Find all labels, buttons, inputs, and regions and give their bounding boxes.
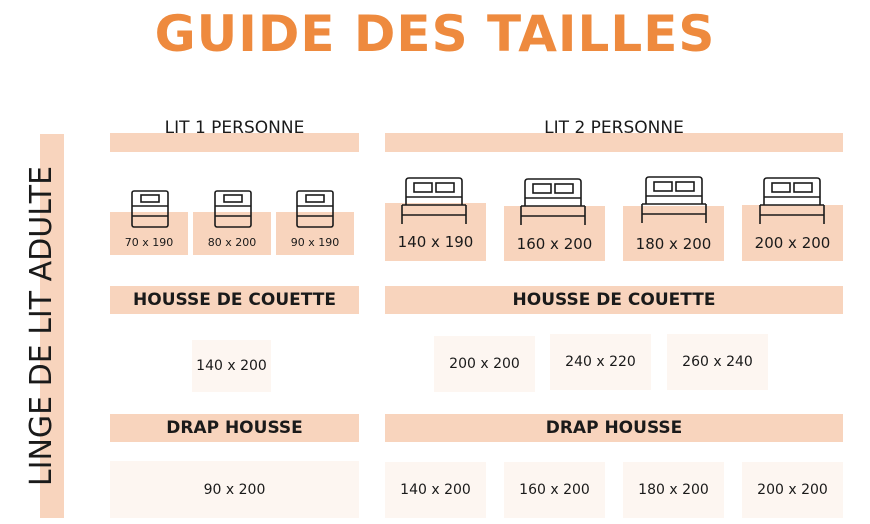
single-header: LIT 1 PERSONNE xyxy=(164,118,305,138)
single-duvet-size-1: 140 x 200 xyxy=(192,340,271,392)
single-bed-size-2: 80 x 200 xyxy=(207,236,257,249)
double-sheet-size-1: 140 x 200 xyxy=(385,462,486,518)
single-bed-size-3: 90 x 190 xyxy=(290,236,340,249)
double-bed-size-4: 200 x 200 xyxy=(754,234,831,252)
single-bed-icon xyxy=(211,188,255,230)
side-label: LINGE DE LIT ADULTE xyxy=(24,165,59,487)
page-title: GUIDE DES TAILLES xyxy=(154,5,716,63)
double-bed-icon xyxy=(400,175,468,227)
double-bed-size-1: 140 x 190 xyxy=(397,233,474,251)
double-bed-icon xyxy=(756,175,828,227)
double-duvet-size-1: 200 x 200 xyxy=(434,336,535,392)
double-sheet-size-2: 160 x 200 xyxy=(504,462,605,518)
double-duvet-header: HOUSSE DE COUETTE xyxy=(512,290,716,310)
double-duvet-size-3: 260 x 240 xyxy=(667,334,768,390)
double-sheet-size-3: 180 x 200 xyxy=(623,462,724,518)
single-sheet-size-1: 90 x 200 xyxy=(110,461,359,518)
double-sheet-header: DRAP HOUSSE xyxy=(545,418,683,438)
double-bed-size-3: 180 x 200 xyxy=(635,234,712,253)
double-bed-size-2: 160 x 200 xyxy=(516,234,593,253)
single-bed-icon xyxy=(128,188,172,230)
double-duvet-size-2: 240 x 220 xyxy=(550,334,651,390)
double-bed-icon xyxy=(518,176,588,228)
double-header: LIT 2 PERSONNE xyxy=(544,118,684,138)
double-bed-icon xyxy=(638,174,710,226)
single-bed-size-1: 70 x 190 xyxy=(124,236,174,249)
single-bed-icon xyxy=(293,188,337,230)
double-sheet-size-4: 200 x 200 xyxy=(742,462,843,518)
single-sheet-header: DRAP HOUSSE xyxy=(166,418,303,438)
single-duvet-header: HOUSSE DE COUETTE xyxy=(133,290,336,310)
